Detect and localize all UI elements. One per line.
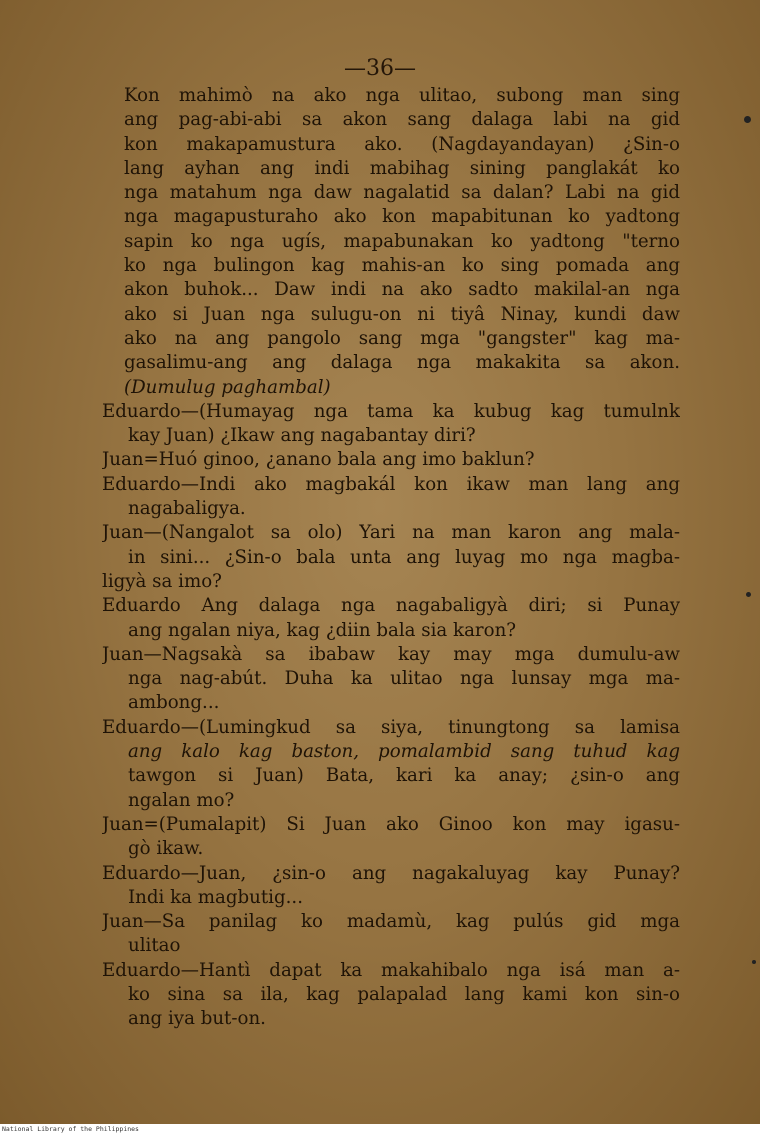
text-line: ang ngalan niya, kag ¿diin bala sia karon? bbox=[128, 619, 517, 641]
text-line: nga nag-abút. Duha ka ulitao nga lunsay mga ma- bbox=[128, 668, 680, 690]
text-line: Eduardo Ang dalaga nga nagabaligyà diri; si Punay bbox=[102, 595, 680, 617]
text-line: Juan—Sa panilag ko madamù, kag pulús gid mga bbox=[102, 911, 680, 933]
text-line: ko sina sa ila, kag palapalad lang kami kon sin-o bbox=[128, 983, 680, 1005]
page-number: —36— bbox=[344, 56, 416, 81]
text-line: Juan—Nagsakà sa ibabaw kay may mga dumulu-aw bbox=[102, 643, 680, 665]
text-line: ulitao bbox=[128, 935, 181, 957]
library-footer: National Library of the Philippines bbox=[2, 1125, 139, 1133]
text-line: gasalimu-ang ang dalaga nga makakita sa akon. bbox=[124, 352, 680, 374]
text-line: Kon mahimò na ako nga ulitao, subong man sing bbox=[124, 85, 680, 106]
text-line: Eduardo—(Humayag nga tama ka kubug kag tumulnk bbox=[102, 400, 680, 422]
text-line: Indi ka magbutig... bbox=[128, 886, 303, 908]
text-line: gò ikaw. bbox=[128, 838, 204, 860]
page-text bbox=[102, 84, 680, 1032]
ink-speck bbox=[746, 592, 751, 597]
text-line: ngalan mo? bbox=[128, 789, 235, 811]
text-line: akon buhok... Daw indi na ako sadto makilal-an nga bbox=[124, 279, 680, 301]
text-line: Juan—(Nangalot sa olo) Yari na man karon ang mala- bbox=[102, 522, 680, 544]
text-line: ligyà sa imo? bbox=[102, 570, 222, 592]
text-line: Eduardo—Hantì dapat ka makahibalo nga isá man a- bbox=[102, 959, 680, 981]
text-line: ambong... bbox=[128, 692, 220, 714]
ink-speck bbox=[752, 960, 756, 964]
text-line: kon makapamustura ako. (Nagdayandayan) ¿Sin-o bbox=[124, 133, 680, 155]
text-line: ako si Juan nga sulugu-on ni tiyâ Ninay, kundi daw bbox=[124, 303, 680, 325]
text-line: ako na ang pangolo sang mga "gangster" kag ma- bbox=[124, 327, 680, 349]
text-line: (Dumulug paghambal) bbox=[124, 376, 331, 398]
text-line: nga magapusturaho ako kon mapabitunan ko yadtong bbox=[124, 206, 680, 228]
text-line: nga matahum nga daw nagalatid sa dalan? Labi na gid bbox=[124, 182, 680, 204]
text-line: Eduardo—(Lumingkud sa siya, tinungtong sa lamisa bbox=[102, 716, 680, 738]
text-line: ang kalo kag baston, pomalambid sang tuhud kag bbox=[128, 741, 680, 763]
text-line: nagabaligya. bbox=[128, 498, 246, 520]
text-line: Juan=Huó ginoo, ¿anano bala ang imo baklun? bbox=[102, 449, 535, 471]
ink-speck bbox=[744, 116, 751, 123]
text-line: kay Juan) ¿Ikaw ang nagabantay diri? bbox=[128, 425, 476, 447]
text-line: in sini... ¿Sin-o bala unta ang luyag mo nga magba- bbox=[128, 546, 680, 568]
text-line: sapin ko nga ugís, mapabunakan ko yadtong "terno bbox=[124, 230, 680, 252]
text-line: Eduardo—Juan, ¿sin-o ang nagakaluyag kay Punay? bbox=[102, 862, 680, 884]
text-line: Eduardo—Indi ako magbakál kon ikaw man lang ang bbox=[102, 473, 680, 495]
text-line: Juan=(Pumalapit) Si Juan ako Ginoo kon may igasu- bbox=[102, 813, 680, 835]
text-line: tawgon si Juan) Bata, kari ka anay; ¿sin-o ang bbox=[128, 765, 680, 787]
text-line: ang iya but-on. bbox=[128, 1008, 266, 1030]
text-line: ko nga bulingon kag mahis-an ko sing pomada ang bbox=[124, 255, 680, 277]
text-line: ang pag-abi-abi sa akon sang dalaga labi na gid bbox=[124, 109, 680, 131]
text-line: lang ayhan ang indi mabihag sining panglakát ko bbox=[124, 157, 680, 179]
